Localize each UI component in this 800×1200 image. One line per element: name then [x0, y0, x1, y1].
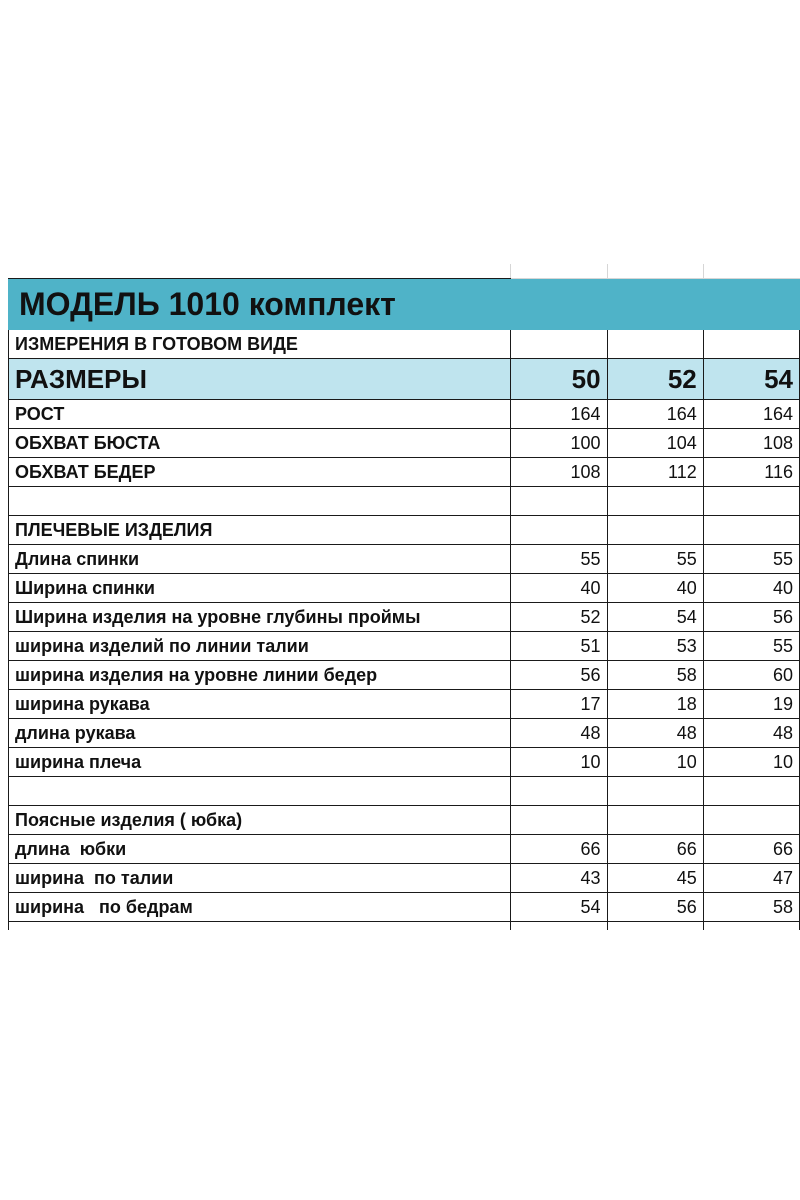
- row-value: 43: [511, 864, 607, 893]
- empty-row: [9, 777, 800, 806]
- row-value: 45: [607, 864, 703, 893]
- row-value: 55: [703, 545, 799, 574]
- table-row: [9, 748, 800, 777]
- table-row: [9, 661, 800, 690]
- row-value: 48: [703, 719, 799, 748]
- table-row: [9, 458, 800, 487]
- row-value: 51: [511, 632, 607, 661]
- row-value: 116: [703, 458, 799, 487]
- empty-row: [9, 487, 800, 516]
- row-value: 40: [607, 574, 703, 603]
- row-value: 40: [703, 574, 799, 603]
- row-value: 18: [607, 690, 703, 719]
- table-row: [9, 400, 800, 429]
- row-value: 55: [511, 545, 607, 574]
- measurements-subtitle: ИЗМЕРЕНИЯ В ГОТОВОМ ВИДЕ: [9, 330, 511, 359]
- row-value: 112: [607, 458, 703, 487]
- row-value: 53: [607, 632, 703, 661]
- row-value: 56: [511, 661, 607, 690]
- row-value: 55: [607, 545, 703, 574]
- row-value: 17: [511, 690, 607, 719]
- spreadsheet-tail-row: [9, 922, 800, 931]
- row-value: 55: [703, 632, 799, 661]
- row-value: 104: [607, 429, 703, 458]
- row-label: ширина изделия на уровне линии бедер: [9, 661, 511, 690]
- row-label: длина рукава: [9, 719, 511, 748]
- row-value: 48: [511, 719, 607, 748]
- row-value: 58: [703, 893, 799, 922]
- shoulder-section-title: ПЛЕЧЕВЫЕ ИЗДЕЛИЯ: [9, 516, 511, 545]
- title-row: [9, 279, 800, 330]
- row-value: 52: [511, 603, 607, 632]
- row-value: 40: [511, 574, 607, 603]
- row-value: 60: [703, 661, 799, 690]
- row-label: ширина по бедрам: [9, 893, 511, 922]
- table-row: [9, 603, 800, 632]
- row-value: 10: [511, 748, 607, 777]
- row-label: длина юбки: [9, 835, 511, 864]
- row-value: 10: [607, 748, 703, 777]
- table-row: [9, 574, 800, 603]
- row-label: ОБХВАТ БЕДЕР: [9, 458, 511, 487]
- row-value: 108: [703, 429, 799, 458]
- row-label: РОСТ: [9, 400, 511, 429]
- row-value: 10: [703, 748, 799, 777]
- table-row: [9, 719, 800, 748]
- table-row: [9, 864, 800, 893]
- size-chart-table: [8, 264, 800, 930]
- row-label: Ширина изделия на уровне глубины проймы: [9, 603, 511, 632]
- row-value: 54: [607, 603, 703, 632]
- waist-section-title: Поясные изделия ( юбка): [9, 806, 511, 835]
- section-header-row: [9, 516, 800, 545]
- spreadsheet-top-gap-row: [9, 264, 800, 279]
- row-label: ширина по талии: [9, 864, 511, 893]
- size-column-header: 50: [511, 359, 607, 400]
- row-label: Ширина спинки: [9, 574, 511, 603]
- table-row: [9, 429, 800, 458]
- row-value: 164: [703, 400, 799, 429]
- row-value: 54: [511, 893, 607, 922]
- table-row: [9, 632, 800, 661]
- sizes-label: РАЗМЕРЫ: [9, 359, 511, 400]
- row-value: 164: [607, 400, 703, 429]
- model-title: МОДЕЛЬ 1010 комплект: [9, 279, 800, 330]
- row-label: ширина рукава: [9, 690, 511, 719]
- row-label: ширина изделий по линии талии: [9, 632, 511, 661]
- row-value: 47: [703, 864, 799, 893]
- row-value: 19: [703, 690, 799, 719]
- row-value: 108: [511, 458, 607, 487]
- row-value: 66: [607, 835, 703, 864]
- sizes-header-row: [9, 359, 800, 400]
- row-value: 164: [511, 400, 607, 429]
- row-value: 56: [607, 893, 703, 922]
- subtitle-row: [9, 330, 800, 359]
- table-row: [9, 545, 800, 574]
- row-value: 100: [511, 429, 607, 458]
- table-row: [9, 690, 800, 719]
- row-value: 56: [703, 603, 799, 632]
- table-row: [9, 835, 800, 864]
- row-label: ОБХВАТ БЮСТА: [9, 429, 511, 458]
- section-header-row: [9, 806, 800, 835]
- size-column-header: 54: [703, 359, 799, 400]
- row-value: 66: [511, 835, 607, 864]
- row-value: 58: [607, 661, 703, 690]
- table-row: [9, 893, 800, 922]
- row-value: 66: [703, 835, 799, 864]
- row-value: 48: [607, 719, 703, 748]
- row-label: ширина плеча: [9, 748, 511, 777]
- row-label: Длина спинки: [9, 545, 511, 574]
- size-column-header: 52: [607, 359, 703, 400]
